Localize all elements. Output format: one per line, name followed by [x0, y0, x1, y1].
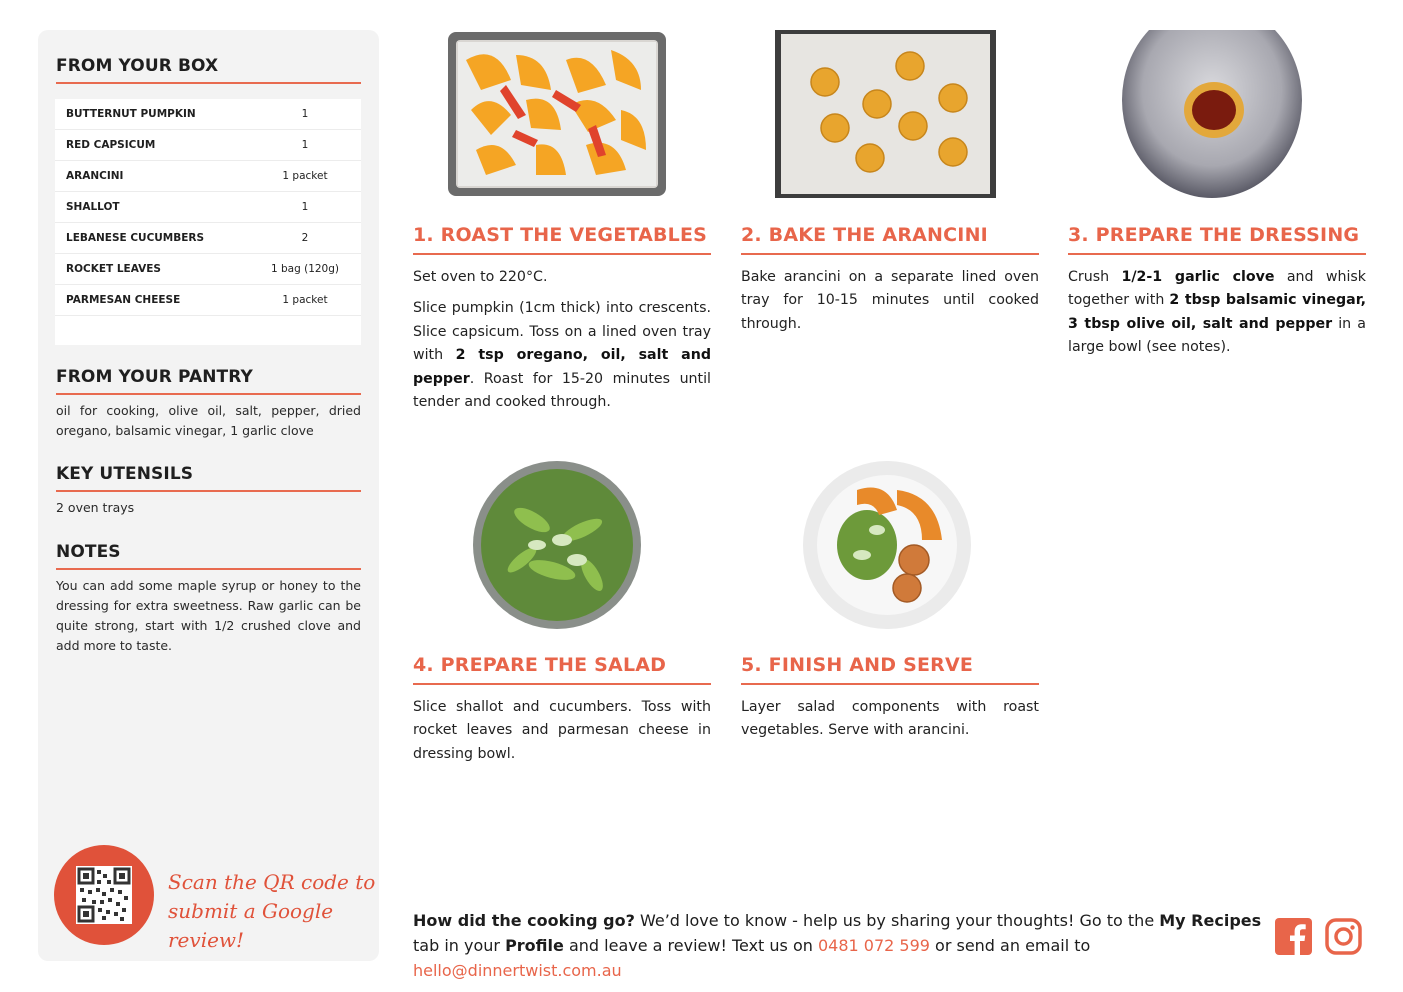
- ingredient-name: BUTTERNUT PUMPKIN: [66, 108, 196, 120]
- step-title: 5. FINISH AND SERVE: [741, 654, 974, 676]
- arancini-tray-image: [775, 30, 996, 202]
- step-title: 4. PREPARE THE SALAD: [413, 654, 667, 676]
- qr-caption-line-1: Scan the QR code to: [168, 870, 376, 894]
- dressing-bowl-image: [1121, 30, 1304, 202]
- qr-caption-line-2: submit a Google review!: [168, 899, 334, 952]
- ingredient-quantity: 1 packet: [282, 170, 328, 182]
- ingredient-name: SHALLOT: [66, 201, 120, 213]
- notes-text: You can add some maple syrup or honey to the dressing for extra sweetness. Raw garlic can be quite strong, start with 1/2 crushed clove and add more to taste.: [56, 578, 361, 653]
- from-your-box-heading: FROM YOUR BOX: [56, 56, 219, 76]
- ingredient-quantity: 1 packet: [282, 294, 328, 306]
- qr-code-icon[interactable]: [76, 866, 132, 924]
- ingredients-table: [55, 99, 361, 345]
- footer-text-segment: tab in your: [413, 936, 506, 955]
- instruction-paragraph: Crush 1/2-1 garlic clove and whisk together with 2 tbsp balsamic vinegar, 3 tbsp olive oil, salt and pepper in a large bowl (see notes).: [1068, 269, 1366, 356]
- ingredient-quantity: 1: [301, 201, 309, 213]
- step-divider: [1068, 253, 1366, 255]
- utensils-text: 2 oven trays: [56, 500, 135, 515]
- step-title: 3. PREPARE THE DRESSING: [1068, 224, 1360, 246]
- instruction-paragraph: Bake arancini on a separate lined oven tray for 10-15 minutes until cooked through.: [741, 269, 1039, 332]
- qr-review-caption: [168, 868, 379, 955]
- email-link[interactable]: hello@dinnertwist.com.au: [413, 961, 622, 980]
- ingredient-quantity: 1: [301, 108, 309, 120]
- footer-text-segment: My Recipes: [1159, 911, 1262, 930]
- step-divider: [413, 253, 711, 255]
- heading-divider: [56, 490, 361, 492]
- ingredient-quantity: 1 bag (120g): [270, 263, 340, 275]
- footer-text-segment: and leave a review! Text us on: [563, 936, 818, 955]
- step-title: 2. BAKE THE ARANCINI: [741, 224, 988, 246]
- heading-divider: [56, 568, 361, 570]
- salad-bowl-image: [472, 460, 642, 634]
- ingredient-row: [55, 254, 361, 285]
- roasting-tray-image: [446, 30, 668, 202]
- ingredient-name: ARANCINI: [66, 170, 124, 182]
- from-your-pantry-heading: FROM YOUR PANTRY: [56, 367, 253, 387]
- ingredient-name: LEBANESE CUCUMBERS: [66, 232, 205, 244]
- step-instructions: [741, 696, 1039, 751]
- ingredient-quantity: 1: [301, 139, 309, 151]
- step-title: 1. ROAST THE VEGETABLES: [413, 224, 708, 246]
- finished-plate-image: [802, 460, 972, 634]
- footer-text-segment: or send an email to: [929, 936, 1091, 955]
- instagram-icon[interactable]: [1325, 918, 1362, 955]
- ingredient-quantity: 2: [301, 232, 309, 244]
- facebook-icon[interactable]: [1275, 918, 1312, 955]
- step-instructions: [741, 266, 1039, 344]
- step-divider: [741, 253, 1039, 255]
- step-divider: [741, 683, 1039, 685]
- footer-text-segment: How did the cooking go?: [413, 911, 635, 930]
- qr-code-badge[interactable]: [54, 845, 154, 945]
- review-footer: [413, 908, 1263, 983]
- heading-divider: [56, 82, 361, 84]
- ingredient-row: [55, 99, 361, 130]
- ingredient-name: ROCKET LEAVES: [66, 263, 161, 275]
- ingredient-name: RED CAPSICUM: [66, 139, 156, 151]
- ingredient-row: [55, 223, 361, 254]
- ingredient-row: [55, 130, 361, 161]
- ingredient-name: PARMESAN CHEESE: [66, 294, 181, 306]
- step-instructions: [413, 696, 711, 774]
- instruction-paragraph: Layer salad components with roast vegetables. Serve with arancini.: [741, 699, 1039, 739]
- step-instructions: [413, 266, 711, 422]
- step-divider: [413, 683, 711, 685]
- footer-text-segment: Profile: [505, 936, 564, 955]
- notes-heading: NOTES: [56, 542, 121, 562]
- instruction-paragraph: Slice pumpkin (1cm thick) into crescents. Slice capsicum. Toss on a lined oven tray with 2 tsp oregano, oil, salt and pepper. Roast for 15-20 minutes until tender and cooked through.: [413, 300, 711, 411]
- phone-link[interactable]: 0481 072 599: [817, 936, 930, 955]
- step-instructions: [1068, 266, 1366, 368]
- key-utensils-heading: KEY UTENSILS: [56, 464, 194, 484]
- ingredients-sidebar: [38, 30, 379, 961]
- ingredient-row: [55, 192, 361, 223]
- instruction-paragraph: Set oven to 220°C.: [413, 269, 548, 285]
- ingredient-row: [55, 285, 361, 316]
- instruction-paragraph: Slice shallot and cucumbers. Toss with rocket leaves and parmesan cheese in dressing bowl.: [413, 699, 711, 762]
- pantry-text: oil for cooking, olive oil, salt, pepper, dried oregano, balsamic vinegar, 1 garlic clove: [56, 403, 361, 438]
- ingredient-row: [55, 161, 361, 192]
- footer-text-segment: We’d love to know - help us by sharing your thoughts! Go to the: [634, 911, 1160, 930]
- heading-divider: [56, 393, 361, 395]
